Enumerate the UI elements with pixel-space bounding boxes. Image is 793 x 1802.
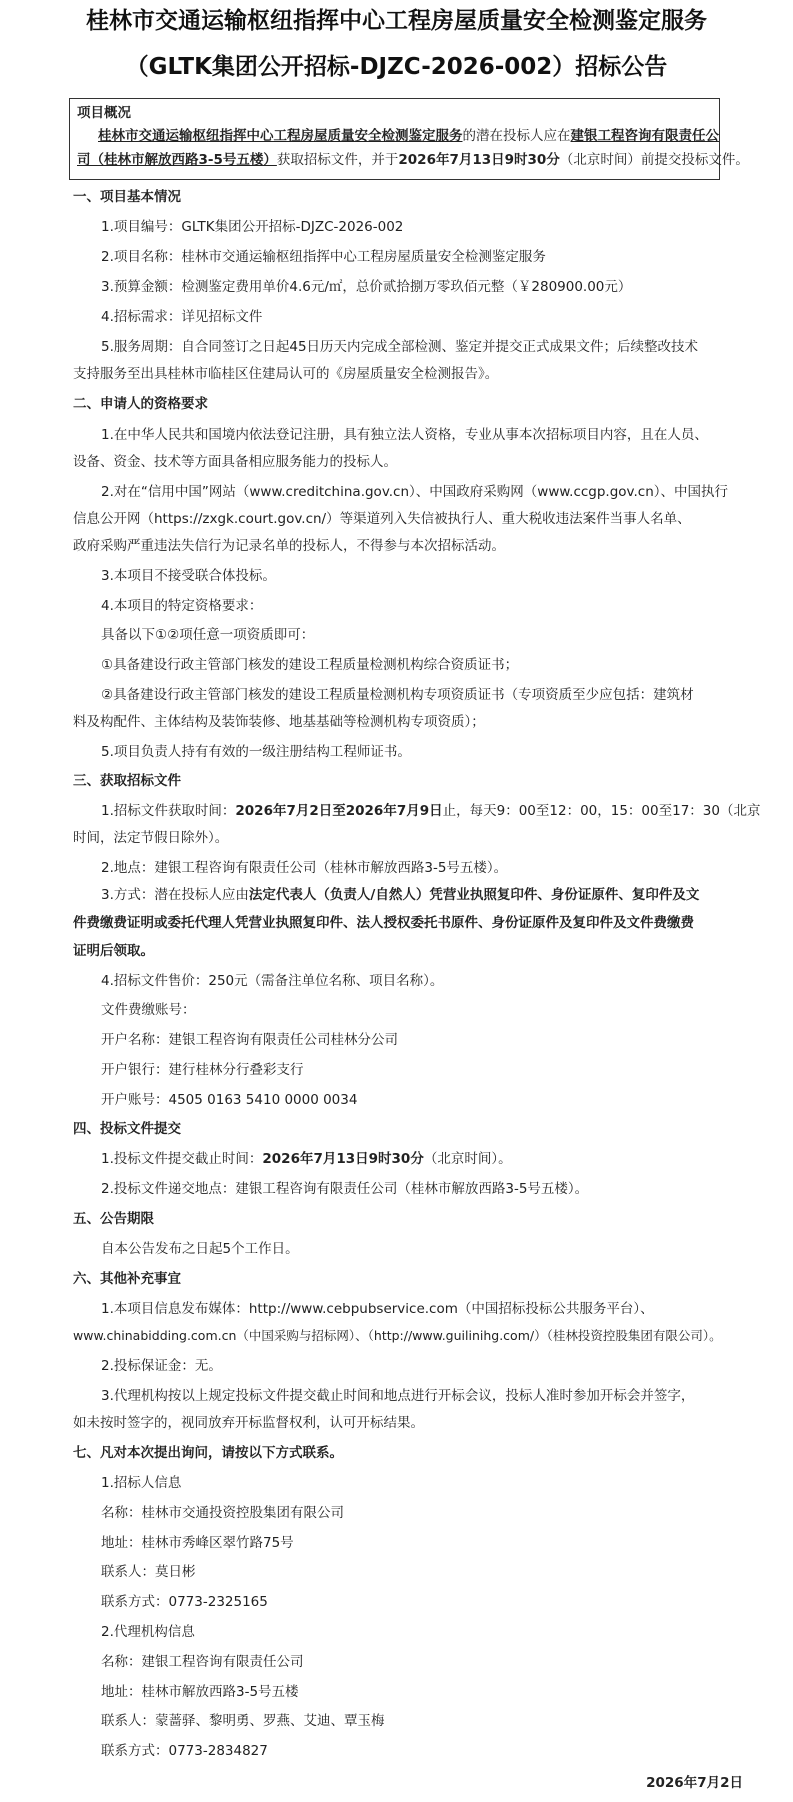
- s2-item1a: 1.在中华人民共和国境内依法登记注册，具有独立法人资格，专业从事本次招标项目内容，且在人员、: [101, 427, 708, 443]
- s7-phone1: 联系方式：0773-2325165: [101, 1594, 268, 1610]
- overview-project-name: 桂林市交通运输枢纽指挥中心工程房屋质量安全检测鉴定服务: [98, 128, 463, 144]
- s6-item3b: 如未按时签字的，视同放弃开标监督权利，认可开标结果。: [73, 1415, 424, 1431]
- s5-item1: 自本公告发布之日起5个工作日。: [101, 1241, 299, 1257]
- s3-account-bank: 开户银行：建行桂林分行叠彩支行: [101, 1062, 304, 1078]
- s3-item3: [101, 884, 699, 906]
- s4-item1-pre: 1.投标文件提交截止时间：: [101, 1151, 263, 1167]
- s3-item3b: 件费缴费证明或委托代理人凭营业执照复印件、法人授权委托书原件、身份证原件及复印件及文件费缴费: [73, 915, 694, 931]
- s1-item3: 3.预算金额：检测鉴定费用单价4.6元/㎡，总价贰拾捌万零玖佰元整（￥280900.00元）: [101, 279, 632, 295]
- s6-item1a: 1.本项目信息发布媒体：http://www.cebpubservice.com（中国招标投标公共服务平台）、: [101, 1301, 654, 1317]
- s3-account-number: 开户账号：4505 0163 5410 0000 0034: [101, 1092, 358, 1108]
- s7-addr1: 地址：桂林市秀峰区翠竹路75号: [101, 1535, 294, 1551]
- s3-item1b: 时间，法定节假日除外）。: [73, 830, 229, 846]
- s1-item5b: 支持服务至出具桂林市临桂区住建局认可的《房屋质量安全检测报告》。: [73, 366, 499, 382]
- s1-item1: 1.项目编号：GLTK集团公开招标-DJZC-2026-002: [101, 219, 404, 235]
- s2-item2c: 政府采购严重违法失信行为记录名单的投标人，不得参与本次招标活动。: [73, 538, 505, 554]
- section2-heading: 二、申请人的资格要求: [73, 396, 208, 412]
- s2-item4b: ①具备建设行政主管部门核发的建设工程质量检测机构综合资质证书；: [101, 657, 519, 673]
- overview-line1: [98, 124, 719, 148]
- s7-contact2: 联系人：蒙蔷驿、黎明勇、罗燕、艾迪、覃玉梅: [101, 1713, 385, 1729]
- overview-text1: 的潜在投标人应在: [462, 128, 571, 144]
- s1-item4: 4.招标需求：详见招标文件: [101, 309, 263, 325]
- s4-item2: 2.投标文件递交地点：建银工程咨询有限责任公司（桂林市解放西路3-5号五楼）。: [101, 1181, 589, 1197]
- s7-phone2: 联系方式：0773-2834827: [101, 1743, 268, 1759]
- overview-title: 项目概况: [77, 105, 131, 121]
- s3-item3-pre: 3.方式：潜在投标人应由: [101, 887, 249, 903]
- s2-item2b: 信息公开网（https://zxgk.court.gov.cn/）等渠道列入失信被执行人、重大税收违法案件当事人名单、: [73, 511, 691, 527]
- s3-item3c: 证明后领取。: [73, 943, 154, 959]
- s2-item1b: 设备、资金、技术等方面具备相应服务能力的投标人。: [73, 454, 397, 470]
- page-title-line1: 桂林市交通运输枢纽指挥中心工程房屋质量安全检测鉴定服务: [86, 8, 707, 34]
- s7-name1: 名称：桂林市交通投资控股集团有限公司: [101, 1505, 344, 1521]
- s7-addr2: 地址：桂林市解放西路3-5号五楼: [101, 1684, 299, 1700]
- overview-agent-address-b: 司（桂林市解放西路3-5号五楼）: [77, 152, 277, 168]
- s6-item1b: www.chinabidding.com.cn（中国采购与招标网）、（http://www.guilinihg.com/）（桂林投资控股集团有限公司）。: [73, 1328, 722, 1343]
- s2-item4c: ②具备建设行政主管部门核发的建设工程质量检测机构专项资质证书（专项资质至少应包括：建筑材: [101, 687, 694, 703]
- s6-item3a: 3.代理机构按以上规定投标文件提交截止时间和地点进行开标会议，投标人准时参加开标会并签字，: [101, 1388, 695, 1404]
- s2-item3: 3.本项目不接受联合体投标。: [101, 568, 276, 584]
- s2-item2a: 2.对在“信用中国”网站（www.creditchina.gov.cn）、中国政府采购网（www.ccgp.gov.cn）、中国执行: [101, 484, 729, 500]
- overview-deadline: 2026年7月13日9时30分: [398, 152, 560, 168]
- s2-item4a: 具备以下①②项任意一项资质即可：: [101, 627, 315, 643]
- section7-heading: 七、凡对本次提出询问，请按以下方式联系。: [73, 1445, 343, 1461]
- section3-heading: 三、获取招标文件: [73, 773, 181, 789]
- s6-item2: 2.投标保证金：无。: [101, 1358, 222, 1374]
- s3-item3-bold: 法定代表人（负责人/自然人）凭营业执照复印件、身份证原件、复印件及文: [248, 887, 700, 903]
- overview-box: [69, 98, 749, 180]
- s7-name2: 名称：建银工程咨询有限责任公司: [101, 1654, 304, 1670]
- s2-item4: 4.本项目的特定资格要求：: [101, 598, 263, 614]
- s3-item1-pre: 1.招标文件获取时间：: [101, 803, 236, 819]
- page-title-line2: （GLTK集团公开招标-DJZC-2026-002）招标公告: [125, 54, 668, 80]
- s3-item4: 4.招标文件售价：250元（需备注单位名称、项目名称）。: [101, 973, 444, 989]
- s2-item4d: 料及构配件、主体结构及装饰装修、地基基础等检测机构专项资质）；: [73, 714, 485, 730]
- s4-item1-post: （北京时间）。: [423, 1151, 512, 1167]
- overview-agent-address-a: 建银工程咨询有限责任公: [570, 128, 719, 144]
- s7-sub2: 2.代理机构信息: [101, 1624, 195, 1640]
- section5-heading: 五、公告期限: [73, 1211, 154, 1227]
- s1-item5a: 5.服务周期：自合同签订之日起45日历天内完成全部检测、鉴定并提交正式成果文件；后续整改技术: [101, 339, 699, 355]
- s1-item2: 2.项目名称：桂林市交通运输枢纽指挥中心工程房屋质量安全检测鉴定服务: [101, 249, 546, 265]
- s7-sub1: 1.招标人信息: [101, 1475, 182, 1491]
- s3-account-name: 开户名称：建银工程咨询有限责任公司桂林分公司: [101, 1032, 398, 1048]
- section1-heading: 一、项目基本情况: [73, 189, 181, 205]
- announcement-date: 2026年7月2日: [646, 1775, 743, 1791]
- s3-account-title: 文件费缴账号：: [101, 1002, 196, 1018]
- overview-line2: [77, 148, 749, 172]
- s3-item1: [101, 800, 760, 822]
- section4-heading: 四、投标文件提交: [73, 1121, 181, 1137]
- s3-item1-date: 2026年7月2日至2026年7月9日: [235, 803, 443, 819]
- s4-item1: [101, 1148, 512, 1170]
- section6-heading: 六、其他补充事宜: [73, 1271, 181, 1287]
- s7-contact1: 联系人：莫日彬: [101, 1564, 196, 1580]
- s3-item1-post: 止，每天9：00至12：00，15：00至17：30（北京: [442, 803, 761, 819]
- overview-text2: 获取招标文件，并于: [276, 152, 399, 168]
- s2-item5: 5.项目负责人持有有效的一级注册结构工程师证书。: [101, 744, 411, 760]
- overview-text3: （北京时间）前提交投标文件。: [559, 152, 749, 168]
- s4-item1-date: 2026年7月13日9时30分: [262, 1151, 424, 1167]
- s3-item2: 2.地点：建银工程咨询有限责任公司（桂林市解放西路3-5号五楼）。: [101, 860, 508, 876]
